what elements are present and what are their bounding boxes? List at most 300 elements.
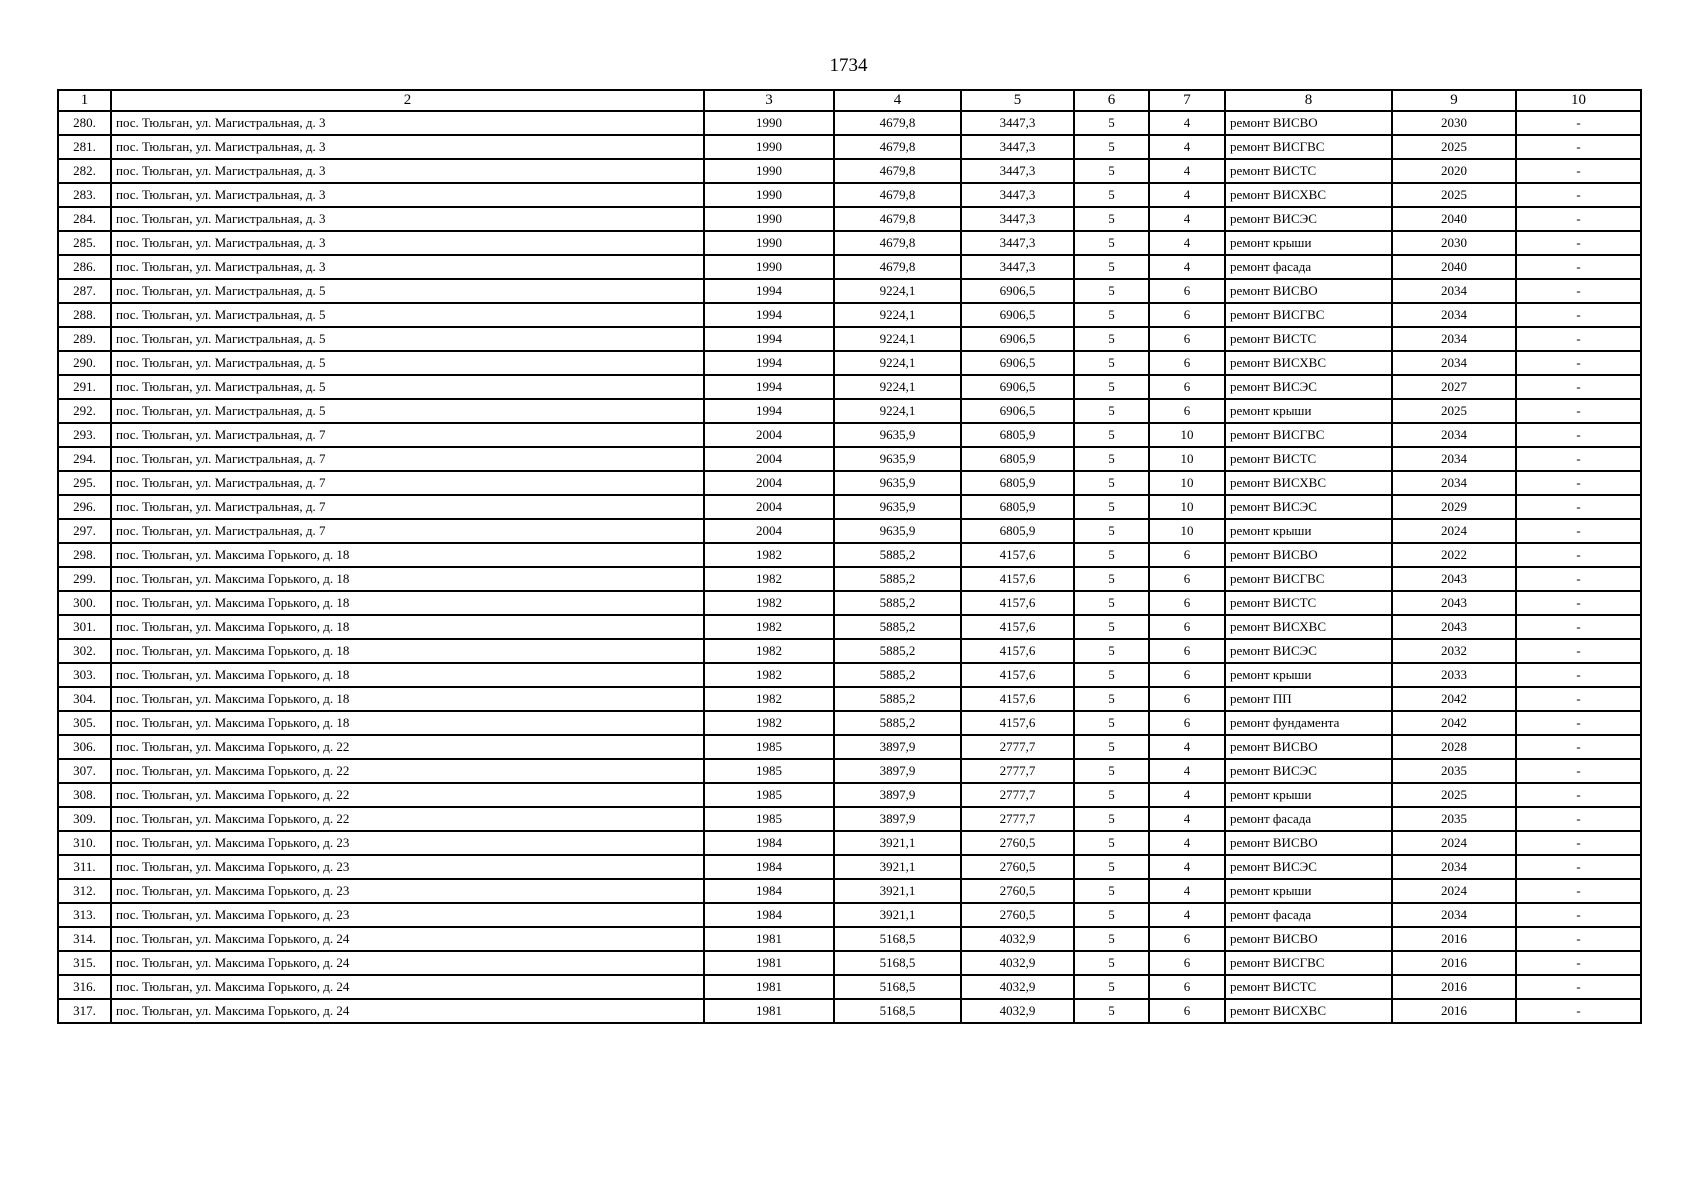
cell-total-area: 5885,2 (834, 711, 961, 735)
cell-row-number: 307. (58, 759, 111, 783)
cell-year-built: 1985 (704, 759, 834, 783)
cell-row-number: 289. (58, 327, 111, 351)
table-row (58, 495, 1641, 519)
cell-row-number: 308. (58, 783, 111, 807)
cell-entrances: 4 (1149, 831, 1225, 855)
cell-note: - (1516, 399, 1641, 423)
cell-planned-year: 2024 (1392, 519, 1516, 543)
cell-total-area: 5168,5 (834, 999, 961, 1023)
cell-note: - (1516, 711, 1641, 735)
cell-work-type: ремонт ВИСВО (1225, 831, 1392, 855)
column-header: 2 (111, 90, 704, 111)
cell-planned-year: 2043 (1392, 591, 1516, 615)
cell-year-built: 1982 (704, 663, 834, 687)
cell-planned-year: 2035 (1392, 807, 1516, 831)
cell-entrances: 6 (1149, 567, 1225, 591)
cell-planned-year: 2043 (1392, 567, 1516, 591)
cell-entrances: 4 (1149, 855, 1225, 879)
cell-entrances: 4 (1149, 183, 1225, 207)
cell-note: - (1516, 687, 1641, 711)
cell-total-area: 9635,9 (834, 423, 961, 447)
cell-note: - (1516, 783, 1641, 807)
cell-floors: 5 (1074, 423, 1149, 447)
cell-work-type: ремонт ВИСЭС (1225, 495, 1392, 519)
cell-address: пос. Тюльган, ул. Магистральная, д. 7 (111, 447, 704, 471)
cell-row-number: 312. (58, 879, 111, 903)
cell-note: - (1516, 207, 1641, 231)
cell-floors: 5 (1074, 399, 1149, 423)
cell-address: пос. Тюльган, ул. Максима Горького, д. 18 (111, 567, 704, 591)
cell-floors: 5 (1074, 159, 1149, 183)
cell-row-number: 293. (58, 423, 111, 447)
column-header: 4 (834, 90, 961, 111)
cell-living-area: 2777,7 (961, 759, 1074, 783)
cell-note: - (1516, 759, 1641, 783)
cell-row-number: 285. (58, 231, 111, 255)
cell-floors: 5 (1074, 135, 1149, 159)
cell-planned-year: 2025 (1392, 783, 1516, 807)
cell-entrances: 6 (1149, 639, 1225, 663)
table-row (58, 903, 1641, 927)
column-header: 1 (58, 90, 111, 111)
cell-year-built: 1985 (704, 783, 834, 807)
cell-work-type: ремонт ВИСЭС (1225, 759, 1392, 783)
cell-floors: 5 (1074, 279, 1149, 303)
repair-schedule-table (57, 89, 1642, 1024)
cell-address: пос. Тюльган, ул. Магистральная, д. 7 (111, 519, 704, 543)
cell-floors: 5 (1074, 975, 1149, 999)
cell-address: пос. Тюльган, ул. Магистральная, д. 3 (111, 111, 704, 135)
cell-planned-year: 2034 (1392, 471, 1516, 495)
table-body (58, 111, 1641, 1023)
cell-floors: 5 (1074, 615, 1149, 639)
table-row (58, 807, 1641, 831)
cell-entrances: 6 (1149, 375, 1225, 399)
cell-floors: 5 (1074, 351, 1149, 375)
column-header: 3 (704, 90, 834, 111)
cell-row-number: 284. (58, 207, 111, 231)
cell-total-area: 9224,1 (834, 303, 961, 327)
cell-living-area: 4032,9 (961, 999, 1074, 1023)
cell-floors: 5 (1074, 303, 1149, 327)
cell-row-number: 306. (58, 735, 111, 759)
cell-note: - (1516, 183, 1641, 207)
table-row (58, 279, 1641, 303)
cell-living-area: 4032,9 (961, 927, 1074, 951)
cell-entrances: 6 (1149, 399, 1225, 423)
cell-planned-year: 2042 (1392, 687, 1516, 711)
cell-living-area: 6906,5 (961, 375, 1074, 399)
cell-address: пос. Тюльган, ул. Магистральная, д. 5 (111, 375, 704, 399)
cell-address: пос. Тюльган, ул. Магистральная, д. 5 (111, 327, 704, 351)
cell-row-number: 281. (58, 135, 111, 159)
cell-address: пос. Тюльган, ул. Магистральная, д. 5 (111, 351, 704, 375)
table-row (58, 231, 1641, 255)
cell-entrances: 6 (1149, 711, 1225, 735)
cell-planned-year: 2025 (1392, 183, 1516, 207)
cell-year-built: 1985 (704, 735, 834, 759)
cell-living-area: 4157,6 (961, 591, 1074, 615)
cell-planned-year: 2020 (1392, 159, 1516, 183)
cell-total-area: 4679,8 (834, 135, 961, 159)
table-row (58, 327, 1641, 351)
cell-floors: 5 (1074, 183, 1149, 207)
cell-living-area: 2760,5 (961, 855, 1074, 879)
table-row (58, 351, 1641, 375)
cell-total-area: 9224,1 (834, 351, 961, 375)
cell-total-area: 3921,1 (834, 855, 961, 879)
cell-total-area: 9635,9 (834, 519, 961, 543)
table-row (58, 879, 1641, 903)
cell-row-number: 298. (58, 543, 111, 567)
cell-living-area: 2777,7 (961, 807, 1074, 831)
cell-work-type: ремонт ВИСХВС (1225, 351, 1392, 375)
cell-note: - (1516, 423, 1641, 447)
cell-row-number: 305. (58, 711, 111, 735)
cell-entrances: 6 (1149, 351, 1225, 375)
cell-row-number: 313. (58, 903, 111, 927)
cell-work-type: ремонт ВИСТС (1225, 327, 1392, 351)
cell-address: пос. Тюльган, ул. Магистральная, д. 3 (111, 183, 704, 207)
cell-work-type: ремонт ВИСГВС (1225, 423, 1392, 447)
cell-living-area: 4032,9 (961, 951, 1074, 975)
cell-note: - (1516, 831, 1641, 855)
cell-note: - (1516, 567, 1641, 591)
cell-work-type: ремонт ВИСТС (1225, 591, 1392, 615)
cell-living-area: 6805,9 (961, 519, 1074, 543)
cell-note: - (1516, 855, 1641, 879)
cell-living-area: 3447,3 (961, 255, 1074, 279)
table-row (58, 303, 1641, 327)
cell-entrances: 6 (1149, 663, 1225, 687)
cell-total-area: 5885,2 (834, 639, 961, 663)
cell-year-built: 2004 (704, 447, 834, 471)
cell-year-built: 1982 (704, 711, 834, 735)
cell-work-type: ремонт ВИСГВС (1225, 951, 1392, 975)
cell-floors: 5 (1074, 567, 1149, 591)
cell-living-area: 6906,5 (961, 351, 1074, 375)
cell-row-number: 299. (58, 567, 111, 591)
cell-note: - (1516, 807, 1641, 831)
cell-floors: 5 (1074, 519, 1149, 543)
table-row (58, 111, 1641, 135)
cell-living-area: 2760,5 (961, 831, 1074, 855)
table-row (58, 135, 1641, 159)
cell-row-number: 295. (58, 471, 111, 495)
cell-note: - (1516, 495, 1641, 519)
cell-work-type: ремонт ВИСГВС (1225, 135, 1392, 159)
table-header (58, 90, 1641, 111)
cell-planned-year: 2034 (1392, 327, 1516, 351)
cell-entrances: 6 (1149, 975, 1225, 999)
table-row (58, 567, 1641, 591)
cell-note: - (1516, 327, 1641, 351)
table-row (58, 519, 1641, 543)
cell-living-area: 6906,5 (961, 327, 1074, 351)
cell-floors: 5 (1074, 855, 1149, 879)
table-row (58, 471, 1641, 495)
cell-note: - (1516, 351, 1641, 375)
cell-year-built: 1990 (704, 255, 834, 279)
table-row (58, 423, 1641, 447)
cell-year-built: 1994 (704, 327, 834, 351)
cell-work-type: ремонт крыши (1225, 231, 1392, 255)
cell-floors: 5 (1074, 951, 1149, 975)
cell-work-type: ремонт ВИСХВС (1225, 615, 1392, 639)
cell-planned-year: 2034 (1392, 423, 1516, 447)
cell-year-built: 1990 (704, 183, 834, 207)
cell-floors: 5 (1074, 927, 1149, 951)
cell-year-built: 1982 (704, 615, 834, 639)
cell-floors: 5 (1074, 495, 1149, 519)
cell-row-number: 287. (58, 279, 111, 303)
cell-planned-year: 2034 (1392, 903, 1516, 927)
cell-floors: 5 (1074, 111, 1149, 135)
cell-row-number: 304. (58, 687, 111, 711)
table-row (58, 927, 1641, 951)
cell-planned-year: 2034 (1392, 855, 1516, 879)
cell-planned-year: 2027 (1392, 375, 1516, 399)
cell-living-area: 6805,9 (961, 495, 1074, 519)
cell-entrances: 4 (1149, 255, 1225, 279)
cell-total-area: 9224,1 (834, 375, 961, 399)
cell-total-area: 9635,9 (834, 471, 961, 495)
cell-address: пос. Тюльган, ул. Максима Горького, д. 18 (111, 663, 704, 687)
cell-address: пос. Тюльган, ул. Максима Горького, д. 24 (111, 999, 704, 1023)
cell-floors: 5 (1074, 831, 1149, 855)
cell-living-area: 3447,3 (961, 111, 1074, 135)
cell-note: - (1516, 471, 1641, 495)
cell-note: - (1516, 111, 1641, 135)
cell-row-number: 283. (58, 183, 111, 207)
cell-work-type: ремонт ВИСЭС (1225, 207, 1392, 231)
cell-address: пос. Тюльган, ул. Максима Горького, д. 22 (111, 783, 704, 807)
table-row (58, 255, 1641, 279)
cell-floors: 5 (1074, 375, 1149, 399)
cell-living-area: 2760,5 (961, 879, 1074, 903)
cell-total-area: 5885,2 (834, 663, 961, 687)
cell-planned-year: 2043 (1392, 615, 1516, 639)
cell-living-area: 4157,6 (961, 639, 1074, 663)
cell-address: пос. Тюльган, ул. Магистральная, д. 5 (111, 279, 704, 303)
cell-planned-year: 2040 (1392, 207, 1516, 231)
cell-living-area: 3447,3 (961, 135, 1074, 159)
cell-address: пос. Тюльган, ул. Магистральная, д. 3 (111, 231, 704, 255)
cell-work-type: ремонт ВИСВО (1225, 735, 1392, 759)
column-header: 5 (961, 90, 1074, 111)
cell-note: - (1516, 303, 1641, 327)
cell-year-built: 1994 (704, 303, 834, 327)
cell-planned-year: 2033 (1392, 663, 1516, 687)
cell-living-area: 3447,3 (961, 231, 1074, 255)
cell-total-area: 3897,9 (834, 783, 961, 807)
cell-year-built: 1982 (704, 591, 834, 615)
cell-work-type: ремонт ВИСТС (1225, 447, 1392, 471)
cell-total-area: 3897,9 (834, 735, 961, 759)
cell-total-area: 9224,1 (834, 279, 961, 303)
page-number: 1734 (829, 55, 868, 76)
cell-living-area: 6805,9 (961, 471, 1074, 495)
cell-work-type: ремонт ВИСВО (1225, 279, 1392, 303)
cell-entrances: 6 (1149, 999, 1225, 1023)
cell-planned-year: 2029 (1392, 495, 1516, 519)
cell-note: - (1516, 639, 1641, 663)
cell-entrances: 6 (1149, 951, 1225, 975)
cell-living-area: 4032,9 (961, 975, 1074, 999)
cell-work-type: ремонт ВИСВО (1225, 927, 1392, 951)
cell-work-type: ремонт ВИСЭС (1225, 855, 1392, 879)
cell-entrances: 4 (1149, 759, 1225, 783)
cell-year-built: 2004 (704, 519, 834, 543)
cell-floors: 5 (1074, 663, 1149, 687)
cell-total-area: 3897,9 (834, 759, 961, 783)
cell-note: - (1516, 735, 1641, 759)
cell-address: пос. Тюльган, ул. Максима Горького, д. 24 (111, 975, 704, 999)
cell-total-area: 4679,8 (834, 183, 961, 207)
cell-living-area: 2777,7 (961, 783, 1074, 807)
cell-living-area: 6906,5 (961, 279, 1074, 303)
cell-total-area: 5885,2 (834, 567, 961, 591)
cell-living-area: 4157,6 (961, 663, 1074, 687)
cell-entrances: 10 (1149, 495, 1225, 519)
cell-work-type: ремонт крыши (1225, 399, 1392, 423)
cell-row-number: 288. (58, 303, 111, 327)
cell-note: - (1516, 975, 1641, 999)
cell-note: - (1516, 231, 1641, 255)
cell-entrances: 4 (1149, 231, 1225, 255)
cell-entrances: 4 (1149, 735, 1225, 759)
cell-work-type: ремонт ВИСЭС (1225, 375, 1392, 399)
cell-planned-year: 2022 (1392, 543, 1516, 567)
cell-total-area: 9635,9 (834, 447, 961, 471)
cell-planned-year: 2032 (1392, 639, 1516, 663)
cell-living-area: 2760,5 (961, 903, 1074, 927)
table-row (58, 447, 1641, 471)
cell-living-area: 3447,3 (961, 159, 1074, 183)
cell-work-type: ремонт ПП (1225, 687, 1392, 711)
cell-row-number: 301. (58, 615, 111, 639)
cell-note: - (1516, 543, 1641, 567)
cell-floors: 5 (1074, 711, 1149, 735)
cell-floors: 5 (1074, 591, 1149, 615)
cell-living-area: 4157,6 (961, 711, 1074, 735)
cell-planned-year: 2034 (1392, 447, 1516, 471)
cell-year-built: 1990 (704, 231, 834, 255)
cell-total-area: 4679,8 (834, 111, 961, 135)
cell-note: - (1516, 591, 1641, 615)
cell-planned-year: 2024 (1392, 879, 1516, 903)
table-row (58, 615, 1641, 639)
table-row (58, 159, 1641, 183)
cell-year-built: 1990 (704, 207, 834, 231)
cell-address: пос. Тюльган, ул. Максима Горького, д. 24 (111, 951, 704, 975)
cell-floors: 5 (1074, 807, 1149, 831)
cell-note: - (1516, 159, 1641, 183)
cell-note: - (1516, 615, 1641, 639)
cell-total-area: 5168,5 (834, 927, 961, 951)
cell-address: пос. Тюльган, ул. Максима Горького, д. 23 (111, 855, 704, 879)
cell-address: пос. Тюльган, ул. Максима Горького, д. 23 (111, 903, 704, 927)
cell-entrances: 6 (1149, 615, 1225, 639)
cell-entrances: 10 (1149, 447, 1225, 471)
cell-year-built: 1994 (704, 351, 834, 375)
cell-address: пос. Тюльган, ул. Магистральная, д. 7 (111, 423, 704, 447)
table-row (58, 543, 1641, 567)
cell-entrances: 6 (1149, 543, 1225, 567)
cell-entrances: 6 (1149, 327, 1225, 351)
cell-living-area: 4157,6 (961, 687, 1074, 711)
cell-entrances: 4 (1149, 135, 1225, 159)
cell-note: - (1516, 255, 1641, 279)
cell-address: пос. Тюльган, ул. Магистральная, д. 3 (111, 159, 704, 183)
cell-work-type: ремонт ВИСЭС (1225, 639, 1392, 663)
cell-living-area: 4157,6 (961, 543, 1074, 567)
cell-entrances: 4 (1149, 903, 1225, 927)
cell-note: - (1516, 951, 1641, 975)
cell-entrances: 4 (1149, 807, 1225, 831)
cell-year-built: 1994 (704, 399, 834, 423)
cell-row-number: 310. (58, 831, 111, 855)
cell-entrances: 6 (1149, 279, 1225, 303)
cell-planned-year: 2028 (1392, 735, 1516, 759)
cell-address: пос. Тюльган, ул. Максима Горького, д. 23 (111, 831, 704, 855)
cell-entrances: 6 (1149, 303, 1225, 327)
cell-planned-year: 2034 (1392, 351, 1516, 375)
table-row (58, 951, 1641, 975)
column-header: 9 (1392, 90, 1516, 111)
cell-total-area: 4679,8 (834, 255, 961, 279)
cell-entrances: 4 (1149, 159, 1225, 183)
cell-total-area: 3921,1 (834, 903, 961, 927)
cell-work-type: ремонт крыши (1225, 879, 1392, 903)
cell-row-number: 309. (58, 807, 111, 831)
cell-planned-year: 2040 (1392, 255, 1516, 279)
cell-floors: 5 (1074, 327, 1149, 351)
cell-planned-year: 2016 (1392, 927, 1516, 951)
cell-planned-year: 2030 (1392, 231, 1516, 255)
table-row (58, 711, 1641, 735)
cell-year-built: 1981 (704, 951, 834, 975)
cell-work-type: ремонт ВИСВО (1225, 543, 1392, 567)
cell-floors: 5 (1074, 639, 1149, 663)
cell-planned-year: 2034 (1392, 279, 1516, 303)
cell-note: - (1516, 903, 1641, 927)
cell-row-number: 280. (58, 111, 111, 135)
cell-address: пос. Тюльган, ул. Магистральная, д. 7 (111, 471, 704, 495)
table-row (58, 999, 1641, 1023)
cell-living-area: 4157,6 (961, 615, 1074, 639)
table-row (58, 687, 1641, 711)
cell-note: - (1516, 447, 1641, 471)
cell-address: пос. Тюльган, ул. Максима Горького, д. 22 (111, 807, 704, 831)
cell-entrances: 4 (1149, 111, 1225, 135)
cell-row-number: 282. (58, 159, 111, 183)
cell-total-area: 5885,2 (834, 687, 961, 711)
table-row (58, 591, 1641, 615)
cell-note: - (1516, 663, 1641, 687)
cell-living-area: 4157,6 (961, 567, 1074, 591)
cell-living-area: 6805,9 (961, 423, 1074, 447)
cell-entrances: 6 (1149, 591, 1225, 615)
cell-row-number: 316. (58, 975, 111, 999)
table-row (58, 207, 1641, 231)
cell-floors: 5 (1074, 735, 1149, 759)
cell-planned-year: 2030 (1392, 111, 1516, 135)
cell-living-area: 2777,7 (961, 735, 1074, 759)
cell-planned-year: 2025 (1392, 135, 1516, 159)
cell-total-area: 3921,1 (834, 831, 961, 855)
cell-year-built: 1990 (704, 135, 834, 159)
